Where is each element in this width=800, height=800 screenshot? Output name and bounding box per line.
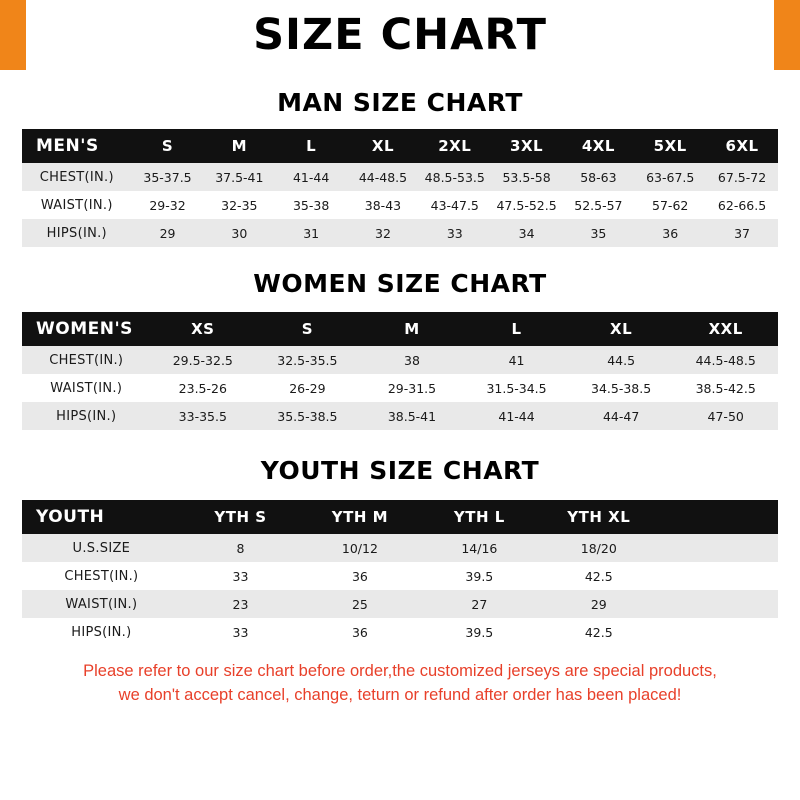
youth-size-table: [22, 500, 778, 646]
header-right-accent: [774, 0, 800, 70]
women-r1-c4: 34.5-38.5: [569, 374, 674, 402]
women-r2-c4: 44-47: [569, 402, 674, 430]
note-line-1: Please refer to our size chart before order,the customized jerseys are special products,: [83, 662, 717, 680]
man-r2-label: HIPS(IN.): [22, 219, 132, 247]
women-r1-c2: 29-31.5: [360, 374, 465, 402]
note-line-2: we don't accept cancel, change, teturn or refund after order has been placed!: [118, 685, 682, 704]
man-r0-label: CHEST(IN.): [22, 163, 132, 191]
youth-section-title: YOUTH SIZE CHART: [260, 456, 540, 485]
youth-r3-spacer: [659, 618, 779, 646]
youth-col-1: YTH M: [300, 500, 419, 534]
man-section-title: MAN SIZE CHART: [277, 88, 523, 117]
youth-col-2: YTH L: [420, 500, 539, 534]
man-row-head-label: MEN'S: [22, 129, 132, 163]
man-r1-c5: 47.5-52.5: [491, 191, 563, 219]
table-row: [22, 562, 778, 590]
table-row: [22, 534, 778, 562]
women-size-table: [22, 312, 778, 430]
charts-content: [0, 70, 800, 800]
table-row: [22, 163, 778, 191]
man-table-body: [22, 163, 778, 247]
youth-r1-label: CHEST(IN.): [22, 562, 181, 590]
man-col-3: XL: [347, 129, 419, 163]
man-col-2: L: [275, 129, 347, 163]
women-col-1: S: [255, 312, 360, 346]
women-r0-c3: 41: [464, 346, 569, 374]
man-col-6: 4XL: [562, 129, 634, 163]
youth-col-3: YTH XL: [539, 500, 658, 534]
man-r2-c8: 37: [706, 219, 778, 247]
youth-table-head: [22, 500, 778, 534]
man-r2-c7: 36: [634, 219, 706, 247]
man-r0-c2: 41-44: [275, 163, 347, 191]
man-r0-c4: 48.5-53.5: [419, 163, 491, 191]
youth-r3-c2: 39.5: [420, 618, 539, 646]
youth-r3-c0: 33: [181, 618, 300, 646]
women-col-3: L: [464, 312, 569, 346]
man-r2-c6: 35: [562, 219, 634, 247]
women-r1-c5: 38.5-42.5: [673, 374, 778, 402]
page-header: [0, 0, 800, 70]
man-r1-c3: 38-43: [347, 191, 419, 219]
header-left-accent: [0, 0, 26, 70]
man-r1-c8: 62-66.5: [706, 191, 778, 219]
youth-r0-spacer: [659, 534, 779, 562]
youth-r1-c0: 33: [181, 562, 300, 590]
man-r0-c1: 37.5-41: [203, 163, 275, 191]
man-col-1: M: [203, 129, 275, 163]
youth-r1-c2: 39.5: [420, 562, 539, 590]
women-r1-c0: 23.5-26: [151, 374, 256, 402]
women-table-head: [22, 312, 778, 346]
youth-row-head-label: YOUTH: [22, 500, 181, 534]
women-r2-c1: 35.5-38.5: [255, 402, 360, 430]
women-r1-c3: 31.5-34.5: [464, 374, 569, 402]
page-title: SIZE CHART: [253, 10, 547, 60]
youth-r1-c1: 36: [300, 562, 419, 590]
women-r1-label: WAIST(IN.): [22, 374, 151, 402]
man-col-7: 5XL: [634, 129, 706, 163]
man-r0-c6: 58-63: [562, 163, 634, 191]
women-r0-c2: 38: [360, 346, 465, 374]
youth-r0-c1: 10/12: [300, 534, 419, 562]
man-r2-c0: 29: [132, 219, 204, 247]
man-r0-c7: 63-67.5: [634, 163, 706, 191]
man-r2-c3: 32: [347, 219, 419, 247]
man-col-5: 3XL: [491, 129, 563, 163]
man-r1-label: WAIST(IN.): [22, 191, 132, 219]
women-r0-label: CHEST(IN.): [22, 346, 151, 374]
man-size-table: [22, 129, 778, 247]
youth-r2-c2: 27: [420, 590, 539, 618]
women-r2-label: HIPS(IN.): [22, 402, 151, 430]
women-r0-c5: 44.5-48.5: [673, 346, 778, 374]
women-r0-c4: 44.5: [569, 346, 674, 374]
table-row: [22, 191, 778, 219]
women-r2-c2: 38.5-41: [360, 402, 465, 430]
table-row: [22, 346, 778, 374]
man-r1-c4: 43-47.5: [419, 191, 491, 219]
man-r2-c2: 31: [275, 219, 347, 247]
youth-r0-label: U.S.SIZE: [22, 534, 181, 562]
youth-r0-c2: 14/16: [420, 534, 539, 562]
table-header-row: [22, 312, 778, 346]
youth-r3-c3: 42.5: [539, 618, 658, 646]
youth-r3-label: HIPS(IN.): [22, 618, 181, 646]
man-col-4: 2XL: [419, 129, 491, 163]
order-policy-note: [22, 660, 778, 716]
man-r1-c0: 29-32: [132, 191, 204, 219]
man-r0-c5: 53.5-58: [491, 163, 563, 191]
man-r2-c1: 30: [203, 219, 275, 247]
youth-r0-c0: 8: [181, 534, 300, 562]
women-col-5: XXL: [673, 312, 778, 346]
youth-col-spacer: [659, 500, 779, 534]
women-col-4: XL: [569, 312, 674, 346]
man-r1-c6: 52.5-57: [562, 191, 634, 219]
women-r0-c0: 29.5-32.5: [151, 346, 256, 374]
table-header-row: [22, 500, 778, 534]
youth-r2-c0: 23: [181, 590, 300, 618]
table-row: [22, 590, 778, 618]
man-r1-c2: 35-38: [275, 191, 347, 219]
youth-r1-c3: 42.5: [539, 562, 658, 590]
youth-table-body: [22, 534, 778, 646]
man-table-head: [22, 129, 778, 163]
man-r1-c1: 32-35: [203, 191, 275, 219]
man-col-0: S: [132, 129, 204, 163]
women-col-2: M: [360, 312, 465, 346]
women-table-body: [22, 346, 778, 430]
women-row-head-label: WOMEN'S: [22, 312, 151, 346]
women-section-title: WOMEN SIZE CHART: [253, 269, 547, 298]
youth-r1-spacer: [659, 562, 779, 590]
women-r0-c1: 32.5-35.5: [255, 346, 360, 374]
youth-r2-spacer: [659, 590, 779, 618]
youth-r3-c1: 36: [300, 618, 419, 646]
table-row: [22, 374, 778, 402]
women-r1-c1: 26-29: [255, 374, 360, 402]
women-r2-c5: 47-50: [673, 402, 778, 430]
youth-r2-c3: 29: [539, 590, 658, 618]
youth-r2-label: WAIST(IN.): [22, 590, 181, 618]
man-r0-c0: 35-37.5: [132, 163, 204, 191]
man-r0-c3: 44-48.5: [347, 163, 419, 191]
youth-r0-c3: 18/20: [539, 534, 658, 562]
women-col-0: XS: [151, 312, 256, 346]
youth-r2-c1: 25: [300, 590, 419, 618]
man-col-8: 6XL: [706, 129, 778, 163]
table-row: [22, 219, 778, 247]
table-header-row: [22, 129, 778, 163]
table-row: [22, 618, 778, 646]
youth-col-0: YTH S: [181, 500, 300, 534]
man-r2-c5: 34: [491, 219, 563, 247]
women-r2-c0: 33-35.5: [151, 402, 256, 430]
man-r1-c7: 57-62: [634, 191, 706, 219]
man-r0-c8: 67.5-72: [706, 163, 778, 191]
table-row: [22, 402, 778, 430]
women-r2-c3: 41-44: [464, 402, 569, 430]
man-r2-c4: 33: [419, 219, 491, 247]
